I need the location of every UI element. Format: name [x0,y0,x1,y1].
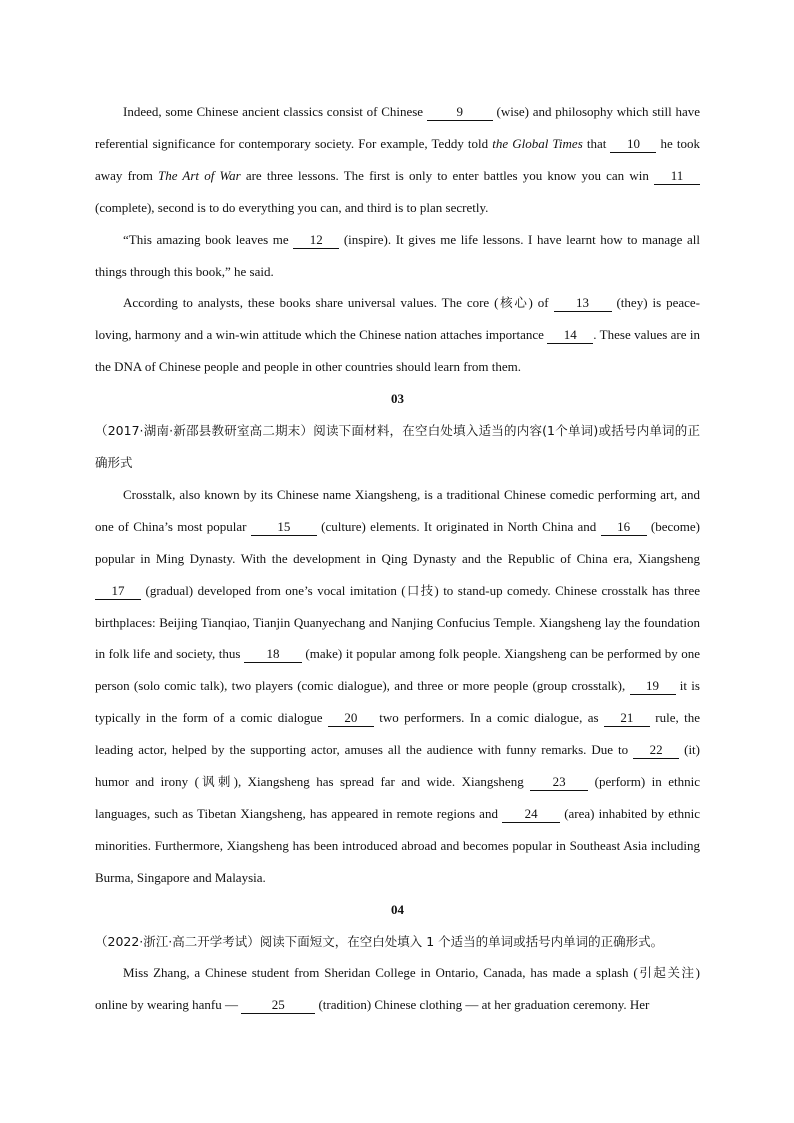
blank-25[interactable]: 25 [241,997,315,1014]
section-04-instruction [95,926,700,958]
text: Crosstalk, also known by its Chinese name Xiangsheng, is a traditional Chinese comedic performing art, and one of China’s most popular [95,486,700,534]
document-page [95,96,700,1021]
blank-13[interactable]: 13 [554,295,612,312]
chinese-gloss: 核心 [498,295,529,311]
text: ) of [528,295,554,311]
text: Miss Zhang, a Chinese student from Sheridan College in Ontario, Canada, has made a splash ( [123,965,638,981]
text: ) online by wearing hanfu — [95,965,700,1013]
section-03-instruction [95,415,700,479]
blank-17[interactable]: 17 [95,583,141,600]
text: that [582,135,611,151]
blank-21[interactable]: 21 [604,710,650,727]
text: (become) popular in Ming Dynasty. With the development in Qing Dynasty and the Republic of China era, Xiangsheng [95,518,700,566]
section-number-03: 03 [391,391,404,407]
text: (complete), second is to do everything you can, and third is to plan secretly. [95,199,489,215]
blank-22[interactable]: 22 [633,742,679,759]
chinese-gloss: 口技 [405,582,435,598]
publication-title: the Global Times [492,135,583,151]
text: Indeed, some Chinese ancient classics consist of Chinese [123,104,427,119]
blank-12[interactable]: 12 [293,232,339,249]
text: (gradual) developed from one’s vocal imitation ( [141,582,406,598]
text: (make) it popular among folk people. Xiangsheng can be performed by one person (solo comic talk), two players (comic dialogue), and three or more people (group crosstalk), [95,646,700,694]
text: (area) inhabited by ethnic minorities. Furthermore, Xiangsheng has been introduced abroad and becomes popular in Southeast Asia including Burma, Singapore and Malaysia. [95,805,701,885]
text: ), Xiangsheng has spread far and wide. Xiangsheng [233,774,531,790]
text: rule, the leading actor, helped by the supporting actor, amuses all the audience with funny remarks. Due to [95,710,701,758]
blank-20[interactable]: 20 [328,710,374,727]
blank-18[interactable]: 18 [244,646,302,663]
text: (perform) in ethnic languages, such as Tibetan Xiangsheng, has appeared in remote regions and [95,774,701,821]
blank-14[interactable]: 14 [547,327,593,344]
paragraph-crosstalk [95,479,700,894]
text: (culture) elements. It originated in North China and [316,518,601,534]
text: he took away from [95,135,700,183]
text: are three lessons. The first is only to enter battles you know you can win [240,167,654,183]
text: (wise) and philosophy which still have referential significance for contemporary society. For example, Teddy told [95,104,700,151]
blank-23[interactable]: 23 [530,774,588,791]
instruction-text: （2017·湖南·新邵县教研室高二期末）阅读下面材料，在空白处填入适当的内容(1个单词)或括号内单词的正确形式 [95,423,700,470]
paragraph-wise [95,96,700,224]
paragraph-quote [95,224,700,288]
instruction-text: （2022·浙江·高二开学考试）阅读下面短文，在空白处填入 1 个适当的单词或括号内单词的正确形式。 [95,933,664,949]
blank-9[interactable]: 9 [427,104,493,121]
text: ) to stand-up comedy. Chinese crosstalk has three birthplaces: Beijing Tianqiao, Tianjin Quanyechang and Nanjing Confucius Temple. Xiangsheng lay the foundation in folk life and society, thus [95,582,700,662]
text: . These values are in the DNA of Chinese people and people in other countries should learn from them. [95,327,701,375]
paragraph-hanfu [95,957,700,1021]
text: (inspire). It gives me life lessons. I have learnt how to manage all things through this book,” he said. [95,231,700,279]
book-title: The Art of War [158,167,241,183]
text: it is typically in the form of a comic dialogue [95,678,700,726]
section-number-04: 04 [391,901,404,917]
text: two performers. In a comic dialogue, as [373,710,604,726]
blank-24[interactable]: 24 [502,806,560,823]
chinese-gloss: 讽刺 [198,774,234,790]
text: (tradition) Chinese clothing — at her graduation ceremony. Her [315,997,650,1013]
text: (they) is peace-loving, harmony and a win-win attitude which the Chinese nation attaches importance [95,295,700,343]
blank-16[interactable]: 16 [601,519,647,536]
paragraph-analysts [95,287,700,383]
text: (it) humor and irony ( [95,742,700,790]
chinese-gloss: 引起关注 [637,965,696,981]
text: According to analysts, these books share universal values. The core ( [123,295,499,311]
blank-19[interactable]: 19 [630,678,676,695]
blank-11[interactable]: 11 [654,168,700,185]
blank-15[interactable]: 15 [251,519,317,536]
blank-10[interactable]: 10 [610,136,656,153]
text: “This amazing book leaves me [123,231,294,247]
